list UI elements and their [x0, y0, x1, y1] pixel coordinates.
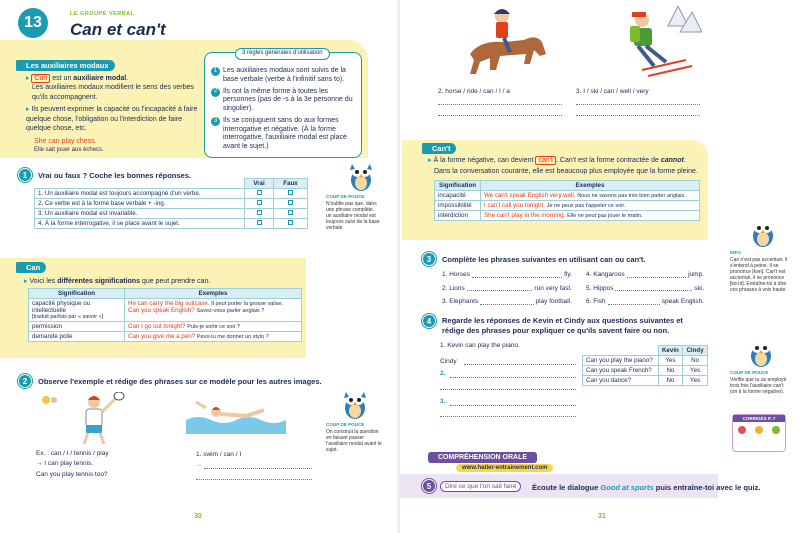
cant-h-ex: Exemples — [481, 181, 700, 191]
kc-q: Can you speak French? — [583, 366, 659, 376]
oral-c: puis entraîne-toi avec le quiz. — [655, 483, 761, 492]
answer-line[interactable] — [467, 282, 533, 292]
kc-k: Yes — [658, 356, 682, 366]
m-t3: Les auxiliaires modaux modifient le sens des verbes qu'ils accompagnent. — [32, 84, 194, 101]
ct-c: . Can't est la forme contractée de — [556, 157, 659, 164]
ex2-title: Observe l'exemple et rédige des phrases sur ce modèle pour les autres images. — [38, 377, 322, 386]
sad-icon[interactable] — [738, 426, 746, 434]
cant-ex-en: We can't speak English very well. — [484, 192, 576, 199]
checkbox[interactable] — [257, 200, 262, 205]
owl3-label: COUP DE POUCE — [730, 370, 769, 375]
swimmer-icon — [186, 398, 286, 434]
item-3: 3. I / ski / can / well / very — [576, 88, 649, 95]
ex4-title: Regarde les réponses de Kevin et Cindy aux questions suivantes et rédige des phrases pour expliquer ce qu'ils savent faire ou non. — [442, 316, 683, 336]
info-label: INFO — [730, 250, 741, 255]
ex1-title: Vrai ou faux ? Coche les bonnes réponses. — [38, 171, 191, 180]
answer-line[interactable] — [440, 389, 576, 390]
checkbox[interactable] — [288, 190, 293, 195]
ex1-row: 2. Ce verbe est à la forme base verbale + -ing. — [35, 199, 245, 209]
ct-d: cannot — [660, 157, 684, 164]
cant-ex-en: She can't play in the morning. — [484, 212, 566, 219]
owl1-note — [326, 194, 380, 231]
can-intro: ▸ Voici les différentes significations que peut prendre can. — [24, 278, 211, 285]
checkbox[interactable] — [288, 220, 293, 225]
answer-line[interactable] — [438, 115, 562, 116]
corriges-label: CORRIGÉS P. 7 — [733, 415, 785, 422]
kc-k: No — [658, 376, 682, 386]
ex4-number: 4 — [422, 314, 436, 328]
kc-k: No — [658, 366, 682, 376]
oral-text — [532, 483, 760, 492]
ex5-number: 5 — [422, 479, 436, 493]
oral-url[interactable]: www.hatier-entrainement.com — [456, 464, 553, 472]
can-sig-note: [traduit parfois par « savoir »] — [32, 314, 104, 320]
arrow: → — [196, 462, 202, 468]
ex4-cindy: Cindy — [440, 358, 457, 365]
can-ex-en: Can you speak English? — [128, 307, 195, 314]
answer-line[interactable] — [627, 268, 686, 278]
oral-b: Good at sports — [600, 483, 654, 492]
kc-q: Can you play the piano? — [583, 356, 659, 366]
owl-icon — [340, 386, 370, 420]
chapter-label: LE GROUPE VERBAL — [70, 11, 135, 17]
answer-line[interactable] — [608, 295, 660, 305]
can-box: Can — [31, 74, 50, 83]
owl1-label: COUP DE POUCE — [326, 194, 365, 199]
kc-c: No — [683, 356, 708, 366]
ex1-row: 1. Un auxiliaire modal est toujours accompagné d'un verbe. — [35, 189, 245, 199]
answer-line[interactable] — [204, 468, 312, 469]
can-sig: permission — [29, 322, 125, 332]
ex1-row: 4. À la forme interrogative, il se place avant le sujet. — [35, 219, 245, 229]
can-pill: Can — [16, 262, 46, 273]
can-h-ex: Exemples — [125, 289, 302, 299]
oral-a: Écoute le dialogue — [532, 483, 599, 492]
page-number: 31 — [598, 513, 606, 520]
can-ex-fr: Il peut porter la grosse valise. — [211, 301, 284, 307]
kc-h-kevin: Kevin — [658, 346, 682, 356]
corriges-box[interactable] — [732, 414, 786, 452]
m-t1: est un — [52, 75, 72, 82]
answer-line[interactable] — [440, 416, 576, 417]
cant-pill: Can't — [422, 143, 456, 154]
owl-icon — [748, 214, 778, 248]
kc-h-cindy: Cindy — [683, 346, 708, 356]
modals-text: ▸ Can est un auxiliaire modal. Les auxiliaires modaux modifient le sens des verbes qu'ils accompagnent. ▸ Ils peuvent exprimer la capacité ou l'incapacité à faire quelque chose, l'obligation ou l'interdiction de faire quelque chose, etc. She can play chess. Elle sait jouer aux échecs. — [26, 75, 198, 154]
ex3-col2 — [586, 268, 704, 309]
ex3-item: 2. Lions — [442, 284, 465, 292]
ex2-ex-a: Ex. : can / I / tennis / play — [36, 450, 109, 457]
answer-line[interactable] — [576, 115, 700, 116]
answer-line[interactable] — [472, 268, 562, 278]
cant-table — [434, 180, 700, 221]
answer-line[interactable] — [450, 405, 576, 406]
checkbox[interactable] — [288, 210, 293, 215]
ex3-item: 6. Fish — [586, 298, 606, 306]
info-note — [730, 250, 790, 293]
ci-b: différentes significations — [57, 278, 140, 285]
answer-line[interactable] — [438, 104, 562, 105]
ex2-example — [36, 449, 109, 480]
ex3-title: Complète les phrases suivantes en utilisant can ou can't. — [442, 255, 646, 264]
m-ex-en: She can play chess. — [34, 137, 97, 145]
cant-sig: incapacité — [435, 191, 481, 201]
ex1-row: 3. Un auxiliaire modal est invariable. — [35, 209, 245, 219]
ex2-ex-b: → I can play tennis. — [36, 460, 94, 468]
cant-h-sig: Signification — [435, 181, 481, 191]
owl1-text: N'oublie pas que, dans une phrase complète, un auxiliaire modal est toujours suivi de la base verbale. — [326, 200, 380, 231]
horse-rider-icon — [460, 4, 554, 82]
owl-icon — [346, 158, 376, 192]
cant-box: can't — [535, 156, 556, 165]
ci-c: que peut prendre can. — [141, 278, 211, 285]
can-sig: capacité physique ou intellectuelle — [32, 300, 91, 314]
answer-line[interactable] — [615, 282, 692, 292]
neutral-icon[interactable] — [755, 426, 763, 434]
page-number: 30 — [194, 513, 202, 520]
m-ex-fr: Elle sait jouer aux échecs. — [34, 147, 104, 154]
owl-icon — [746, 334, 776, 368]
rule-3: Ils se conjuguent sans do aux formes interrogative et négative. (À la forme interrogative, l'auxiliaire modal est placé avant le sujet.) — [223, 116, 347, 150]
chapter-number: 13 — [18, 8, 48, 38]
ex1-number: 1 — [18, 168, 32, 182]
owl3-text: Vérifie que tu as employé trois fois l'auxiliaire can't (on à la forme négative). — [730, 376, 787, 395]
item-2: 2. horse / ride / can / I / a — [438, 88, 510, 95]
ex3-item-end: fly. — [564, 271, 572, 278]
ex3-item-end: jump. — [688, 271, 704, 278]
can-ex-en: He can carry the big suitcase. — [128, 300, 210, 307]
checkbox[interactable] — [288, 200, 293, 205]
ex3-item: 1. Horses — [442, 271, 470, 278]
ex1-h-true: Vrai — [245, 179, 274, 189]
owl2-text: On construit la question en faisant passer l'auxiliaire modal avant le sujet. — [326, 428, 382, 453]
answer-line[interactable] — [480, 295, 533, 305]
ci-a: Voici les — [29, 278, 56, 285]
skier-icon — [608, 6, 702, 84]
kc-c: Yes — [683, 376, 708, 386]
ex3-number: 3 — [422, 252, 436, 266]
answer-line[interactable] — [464, 364, 576, 365]
chapter-title: Can et can't — [70, 20, 166, 39]
ex3-item-end: ski. — [694, 284, 704, 292]
owl3-note — [730, 370, 788, 395]
can-ex-en: Can you give me a pen? — [128, 333, 196, 340]
ex4-l3: 3. — [440, 398, 446, 405]
ex2-ex-c: Can you play tennis too? — [36, 470, 108, 478]
rules-box: 3 règles générales d'utilisation 1 Les auxiliaires modaux sont suivis de la base verbale (verbe à l'infinitif sans to). 2 Ils ont la même forme à toutes les personnes (pas de -s à la 3e personne du singulier). 3 Ils se conjuguent sans do aux formes interrogative et négative. (À la forme interrogative, l'auxiliaire modal est placé avant le sujet.) — [204, 52, 362, 158]
ex2-number: 2 — [18, 374, 32, 388]
cant-ex-fr: Nous ne savons pas très bien parler anglais. — [577, 193, 686, 199]
cant-ex-fr: Je ne peux pas t'appeler ce soir. — [546, 203, 626, 209]
can-h-sig: Signification — [29, 289, 125, 299]
answer-line[interactable] — [450, 377, 576, 378]
ex1-h-false: Faux — [274, 179, 308, 189]
ct-a: À la forme négative, can devient — [433, 157, 534, 164]
ex2-item1: 1. swim / can / I — [196, 451, 242, 458]
kevin-cindy-table — [582, 345, 708, 386]
info-text: Can n'est pas accentué, il s'entend à peine. Il se prononce [kən]. Can't est accentué, il se prononce [kɑːnt]. Entraîne-toi à dire ces phrases à voix haute. — [730, 256, 788, 293]
rule-2: Ils ont la même forme à toutes les personnes (pas de -s à la 3e personne du singulier). — [223, 87, 353, 112]
ex3-item-end: speak English. — [661, 298, 704, 306]
rule-1: Les auxiliaires modaux sont suivis de la base verbale (verbe à l'infinitif sans to). — [223, 67, 346, 83]
ct-line2: Dans la conversation courante, elle est beaucoup plus employée que la forme pleine. — [434, 167, 698, 175]
owl2-note — [326, 422, 382, 453]
ex3-item: 4. Kangaroos — [586, 271, 625, 278]
checkbox[interactable] — [257, 210, 262, 215]
ex4-line1: 1. Kevin can play the piano. — [440, 342, 520, 349]
ex1-table — [34, 178, 308, 229]
kc-q: Can you dance? — [583, 376, 659, 386]
owl2-label: COUP DE POUCE — [326, 422, 365, 427]
can-table — [28, 288, 302, 342]
ex3-col1 — [442, 268, 572, 309]
can-sig: demande polie — [29, 332, 125, 342]
ex4-l2: 2. — [440, 370, 446, 377]
ex3-item-end: play football. — [535, 298, 572, 306]
cant-sig: impossibilité — [435, 201, 481, 211]
oral-button[interactable]: Dire ce que l'on sait faire — [440, 481, 521, 492]
kc-c: Yes — [683, 366, 708, 376]
ex3-item: 3. Elephants — [442, 298, 479, 306]
can-ex-fr: Puis-je sortir ce soir ? — [187, 324, 241, 330]
answer-line[interactable] — [576, 104, 700, 105]
happy-icon[interactable] — [772, 426, 780, 434]
tennis-player-icon — [36, 392, 126, 444]
cant-intro: ▸ À la forme négative, can devient can't . Can't est la forme contractée de cannot. Dans la conversation courante, elle est beaucoup plus employée que la forme pleine. — [428, 156, 704, 177]
modals-pill: Les auxiliaires modaux — [16, 60, 115, 71]
cant-ex-en: I can't call you tonight. — [484, 202, 546, 209]
rules-title: 3 règles générales d'utilisation — [235, 48, 330, 60]
m-t2: auxiliaire modal — [73, 75, 127, 82]
answer-line[interactable] — [196, 479, 312, 480]
checkbox[interactable] — [257, 190, 262, 195]
can-ex-fr: Peux-tu me donner un stylo ? — [196, 334, 269, 340]
oral-banner: COMPRÉHENSION ORALE — [428, 452, 537, 463]
cant-ex-fr: Elle ne peut pas jouer le matin. — [567, 213, 643, 219]
m-t4: Ils peuvent exprimer la capacité ou l'incapacité à faire quelque chose, l'obligation ou l'interdiction de faire quelque chose, etc. — [26, 106, 198, 133]
ex3-item-end: run very fast. — [534, 284, 572, 292]
cant-sig: interdiction — [435, 211, 481, 221]
ex3-item: 5. Hippos — [586, 284, 614, 292]
can-ex-fr: Savez-vous parler anglais ? — [196, 308, 265, 314]
can-ex-en: Can I go out tonight? — [128, 323, 186, 330]
right-page — [400, 0, 800, 533]
smileys — [733, 426, 785, 434]
checkbox[interactable] — [257, 220, 262, 225]
